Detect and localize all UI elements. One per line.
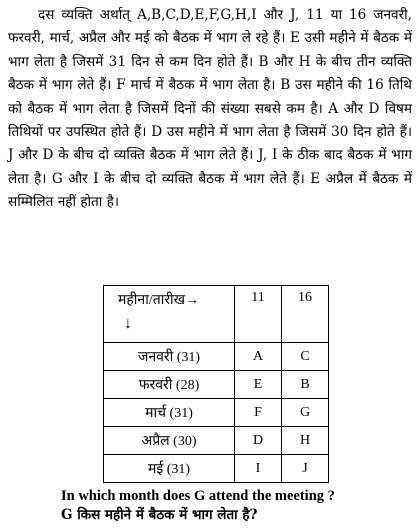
month-cell: अप्रैल (30) xyxy=(104,427,235,455)
date-header-16: 16 xyxy=(282,286,329,343)
table-row xyxy=(104,343,329,371)
person-cell: J xyxy=(282,455,329,483)
month-cell: मई (31) xyxy=(104,455,235,483)
month-date-label: महीना/तारीख→ xyxy=(118,293,200,308)
person-cell: I xyxy=(235,455,282,483)
question-english: In which month does G attend the meeting ? xyxy=(61,488,335,504)
person-cell: F xyxy=(235,399,282,427)
down-arrow-icon: ↓ xyxy=(124,315,132,332)
person-cell: G xyxy=(282,399,329,427)
month-date-header xyxy=(104,286,235,343)
person-cell: B xyxy=(282,371,329,399)
person-cell: C xyxy=(282,343,329,371)
month-cell: मार्च (31) xyxy=(104,399,235,427)
passage-text: दस व्यक्ति अर्थात् A,B,C,D,E,F,G,H,I और J, 11 या 16 जनवरी, फरवरी, मार्च, अप्रैल और मई को बैठक में भाग ले रहे हैं। E उसी महीने में बैठक में भाग लेता है जिसमें 31 दिन से कम दिन होते हैं। B और H के बीच तीन व्यक्ति बैठक में भाग लेते हैं। F मार्च में बैठक में भाग लेता है। B उस महीने की 16 तिथि को बैठक में भाग लेता है जिसमें दिनों की संख्या सबसे कम है। A और D विषम तिथियों पर उपस्थित होते हैं। D उस महीने में भाग लेता है जिसमें 30 दिन होते हैं। J और D के बीच दो व्यक्ति बैठक में भाग लेते हैं। J, I के ठीक बाद बैठक में भाग लेता है। G और I के बीच दो व्यक्ति बैठक में भाग लेते हैं। E अप्रैल में बैठक में सम्मिलित नहीं होता है। xyxy=(8,7,412,211)
table-row xyxy=(104,399,329,427)
person-cell: E xyxy=(235,371,282,399)
table-header-row xyxy=(104,286,329,343)
table-row xyxy=(104,427,329,455)
table-row xyxy=(104,455,329,483)
person-cell: H xyxy=(282,427,329,455)
person-cell: A xyxy=(235,343,282,371)
date-header-11: 11 xyxy=(235,286,282,343)
table-row xyxy=(104,371,329,399)
month-cell: जनवरी (31) xyxy=(104,343,235,371)
question-block xyxy=(61,487,335,525)
schedule-table xyxy=(103,285,329,483)
question-hindi: G किस महीने में बैठक में भाग लेता है? xyxy=(61,507,258,523)
month-cell: फरवरी (28) xyxy=(104,371,235,399)
person-cell: D xyxy=(235,427,282,455)
